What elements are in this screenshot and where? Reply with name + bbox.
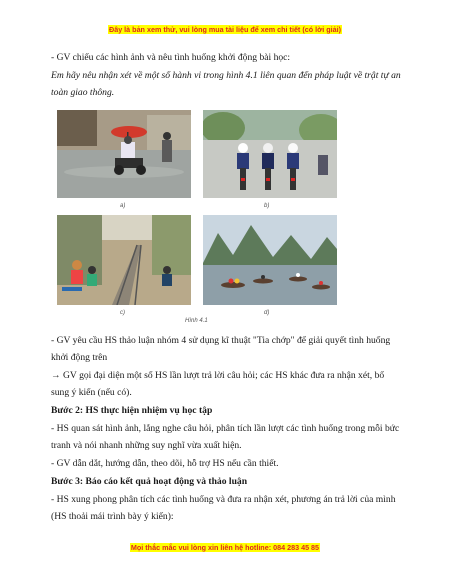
figure-label-c: c) [120, 310, 125, 316]
photo-d-boats-river [203, 215, 337, 305]
paragraph: - HS xung phong phân tích các tình huống và đưa ra nhận xét, phương án trả lời của mình (HS thoải mái trình bày ý kiến): [51, 494, 396, 522]
photo-c-railway-street [57, 215, 191, 305]
photo-a-rainy-motorbike [57, 110, 191, 198]
step-heading: Bước 2: HS thực hiện nhiệm vụ học tập [51, 405, 213, 416]
paragraph: - GV yêu cầu HS thảo luận nhóm 4 sử dụng kĩ thuật "Tia chớp" để giải quyết tình huống khởi động trên [51, 335, 391, 363]
figure-label-a: a) [120, 203, 126, 209]
figure-label-d: d) [264, 310, 270, 316]
preview-notice: Đây là bản xem thử, vui lòng mua tài liệu để xem chi tiết (có lời giải) [109, 25, 341, 34]
figure-caption: Hình 4.1 [185, 318, 208, 324]
paragraph: → GV gọi đại diện một số HS lần lượt trả lời câu hỏi; các HS khác đưa ra nhận xét, bổ sung ý kiến (nếu có). [51, 370, 385, 398]
paragraph: - GV dẫn dắt, hướng dẫn, theo dõi, hỗ trợ HS nếu cần thiết. [51, 458, 279, 469]
question-text: Em hãy nêu nhận xét về một số hành vi trong hình 4.1 liên quan đến pháp luật về trật tự an toàn giao thông. [51, 70, 401, 98]
photo-b-motorbikes-abreast [203, 110, 337, 198]
hotline-notice: Mọi thắc mắc vui lòng xin liên hệ hotline: 084 283 45 85 [130, 543, 320, 552]
intro-line: - GV chiếu các hình ảnh và nêu tình huống khởi động bài học: [51, 52, 291, 63]
step-heading: Bước 3: Báo cáo kết quả hoạt động và thảo luận [51, 476, 248, 487]
paragraph: - HS quan sát hình ảnh, lắng nghe câu hỏi, phân tích lần lượt các tình huống trong mỗi bức tranh và nói nhanh những suy nghĩ vừa xuất hiện. [51, 423, 400, 451]
figure-label-b: b) [264, 203, 270, 209]
